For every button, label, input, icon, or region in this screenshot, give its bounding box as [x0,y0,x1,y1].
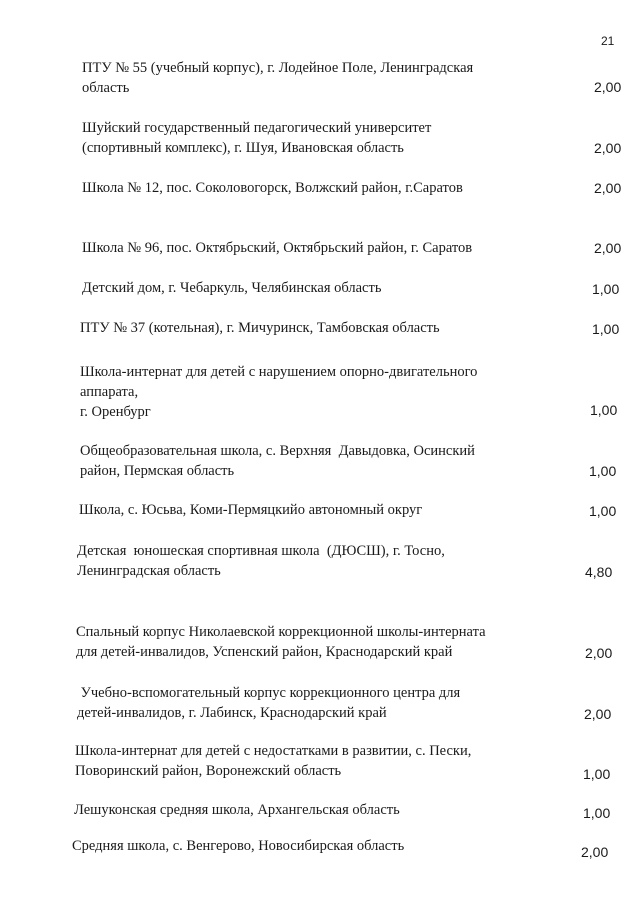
entry-description [77,541,445,581]
entry-description-line: Детская юношеская спортивная школа (ДЮСШ), г. Тосно, [77,543,445,559]
entry-description-line: Общеобразовательная школа, с. Верхняя Давыдовка, Осинский [80,443,475,459]
entry-description [75,741,471,781]
entry-value: 2,00 [585,645,613,661]
entry-description [76,622,486,662]
entry-description-line: Учебно-вспомогательный корпус коррекционного центра для [77,685,461,701]
entry-value: 1,00 [583,766,611,782]
entry-description-line: Шуйский государственный педагогический университет [82,120,432,136]
entry-description [74,800,400,820]
entry-description-line: Школа № 96, пос. Октябрьский, Октябрьский район, г. Саратов [82,240,473,256]
entry-description-line: ПТУ № 37 (котельная), г. Мичуринск, Тамбовская область [80,320,440,336]
entry-value: 2,00 [594,79,622,95]
entry-value: 2,00 [594,240,622,256]
entry-value: 1,00 [590,402,618,418]
entry-value: 1,00 [592,321,620,337]
entry-description [79,500,422,520]
entry-description-line: Лешуконская средняя школа, Архангельская область [74,802,400,818]
entry-description [77,683,460,723]
entry-description-line: г. Оренбург [80,404,151,420]
entry-value: 4,80 [585,564,613,580]
entry-description-line: Поворинский район, Воронежский область [75,763,342,779]
entry-description-line: для детей-инвалидов, Успенский район, Краснодарский край [76,644,453,660]
entry-description [80,318,440,338]
entry-description-line: аппарата, [80,384,139,400]
entry-description [72,836,404,856]
entry-description-line: Школа, с. Юсьва, Коми-Пермяцкийо автономный округ [79,502,423,518]
entry-description-line: Школа-интернат для детей с нарушением опорно-двигательного [80,364,478,380]
entry-description-line: Школа-интернат для детей с недостатками в развитии, с. Пески, [75,743,472,759]
entry-description-line: Ленинградская область [77,563,221,579]
entry-description-line: Детский дом, г. Чебаркуль, Челябинская область [82,280,382,296]
entry-description-line: Школа № 12, пос. Соколовогорск, Волжский район, г.Саратов [82,180,463,196]
entry-description [82,118,431,158]
entry-value: 2,00 [594,140,622,156]
entry-value: 2,00 [594,180,622,196]
entry-description-line: Спальный корпус Николаевской коррекционной школы-интерната [76,624,486,640]
entry-description-line: район, Пермская область [80,463,235,479]
entry-description [82,278,381,298]
entry-description-line: ПТУ № 55 (учебный корпус), г. Лодейное Поле, Ленинградская [82,60,474,76]
entry-value: 1,00 [589,463,617,479]
entry-description-line: (спортивный комплекс), г. Шуя, Ивановская область [82,140,404,156]
entry-description [80,441,475,481]
page-number: 21 [601,34,615,48]
entry-description-line: Средняя школа, с. Венгерово, Новосибирская область [72,838,405,854]
entry-description [82,178,463,198]
entry-value: 1,00 [589,503,617,519]
entry-description [80,362,477,422]
entry-value: 2,00 [584,706,612,722]
entry-description-line: детей-инвалидов, г. Лабинск, Краснодарский край [77,705,387,721]
entry-value: 1,00 [583,805,611,821]
entry-value: 2,00 [581,844,609,860]
entry-description-line: область [82,80,130,96]
entry-value: 1,00 [592,281,620,297]
entry-description [82,58,473,98]
entry-description [82,238,472,258]
